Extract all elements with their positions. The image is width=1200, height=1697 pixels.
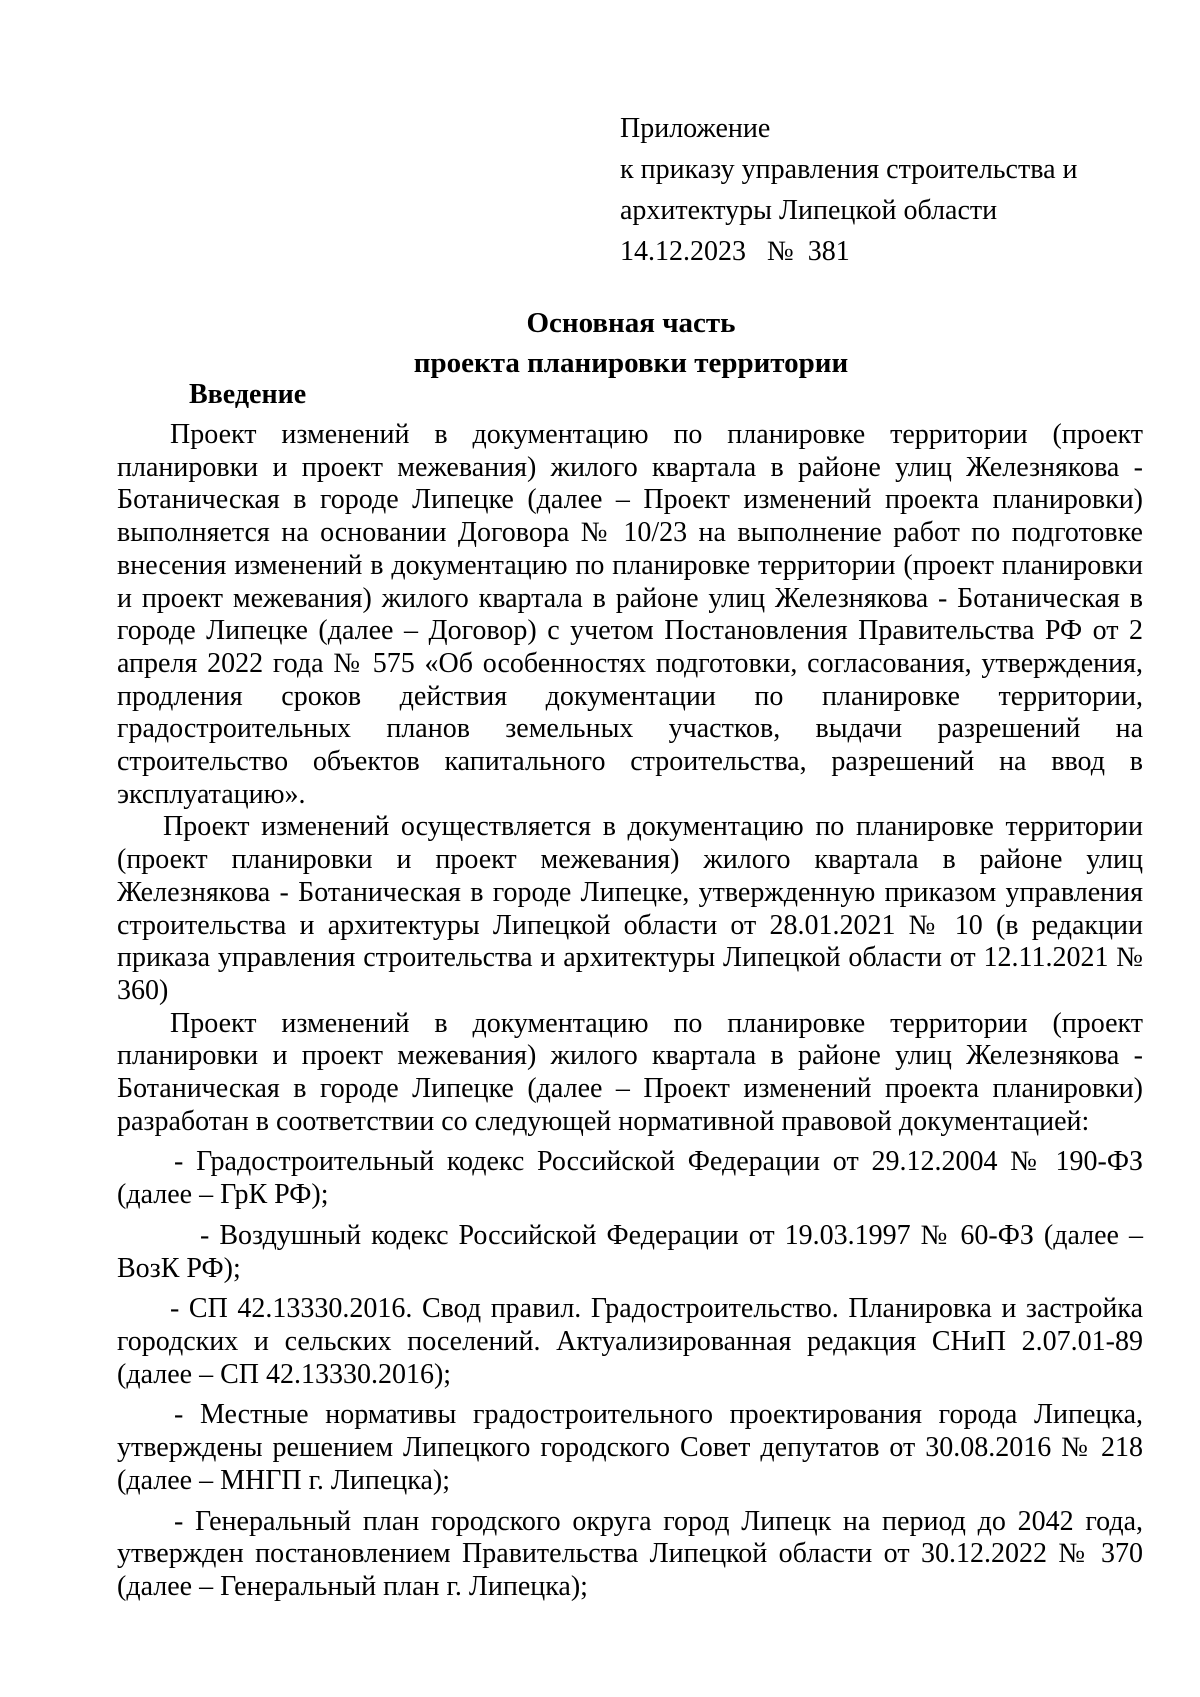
appendix-line-1: Приложение	[620, 113, 771, 144]
appendix-line-3: архитектуры Липецкой области	[620, 195, 998, 226]
document-body	[117, 419, 1143, 1604]
list-item: - Генеральный план городского округа город Липецк на период до 2042 года, утвержден постановлением Правительства Липецкой области от 30.12.2022 № 370 (далее – Генеральный план г. Липецка);	[117, 1505, 1143, 1602]
document-title	[0, 303, 1200, 383]
paragraph-1: Проект изменений в документацию по планировке территории (проект планировки и проект межевания) жилого квартала в районе улиц Железнякова - Ботаническая в городе Липецке (далее – Проект изменений проекта планировки) выполняется на основании Договора № 10/23 на выполнение работ по подготовке внесения изменений в документацию по планировке территории (проект планировки и проект межевания) жилого квартала в районе улиц Железнякова - Ботаническая в городе Липецке (далее – Договор) с учетом Постановления Правительства РФ от 2 апреля 2022 года № 575 «Об особенностях подготовки, согласования, утверждения, продления сроков действия документации по планировке территории, градостроительных планов земельных участков, выдачи разрешений на строительство объектов капитального строительства, разрешений на ввод в эксплуатацию».	[117, 419, 1143, 810]
appendix-date-number: 14.12.2023 № 381	[620, 236, 850, 267]
appendix-block	[620, 108, 1140, 272]
paragraph-2: Проект изменений осуществляется в документацию по планировке территории (проект планировки и проект межевания) жилого квартала в районе улиц Железнякова - Ботаническая в городе Липецке, утвержденную приказом управления строительства и архитектуры Липецкой области от 28.01.2021 № 10 (в редакции приказа управления строительства и архитектуры Липецкой области от 12.11.2021 № 360)	[117, 811, 1143, 1006]
list-item: - Градостроительный кодекс Российской Федерации от 29.12.2004 № 190-ФЗ (далее – ГрК РФ);	[117, 1146, 1143, 1211]
section-heading: Введение	[189, 379, 307, 410]
list-item: - Воздушный кодекс Российской Федерации от 19.03.1997 № 60-ФЗ (далее – ВозК РФ);	[117, 1219, 1143, 1284]
title-line-1: Основная часть	[526, 307, 736, 339]
paragraph-3: Проект изменений в документацию по планировке территории (проект планировки и проект межевания) жилого квартала в районе улиц Железнякова - Ботаническая в городе Липецке (далее – Проект изменений проекта планировки) разработан в соответствии со следующей нормативной правовой документацией:	[117, 1007, 1143, 1137]
title-line-2: проекта планировки территории	[413, 347, 849, 379]
list-item: - Местные нормативы градостроительного проектирования города Липецка, утверждены решением Липецкого городского Совет депутатов от 30.08.2016 № 218 (далее – МНГП г. Липецка);	[117, 1399, 1143, 1496]
list-item: - СП 42.13330.2016. Свод правил. Градостроительство. Планировка и застройка городских и сельских поселений. Актуализированная редакция СНиП 2.07.01-89 (далее – СП 42.13330.2016);	[117, 1293, 1143, 1390]
appendix-line-2: к приказу управления строительства и	[620, 154, 1078, 185]
